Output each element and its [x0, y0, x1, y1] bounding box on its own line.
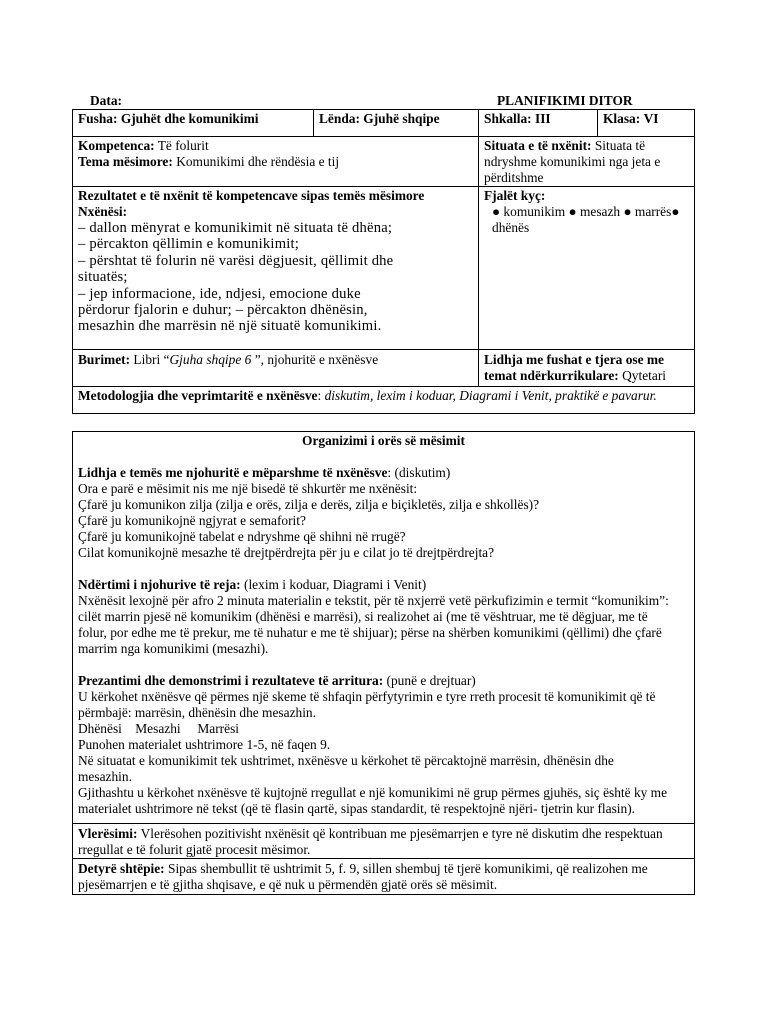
fjalet-cell: Fjalët kyç: ● komunikim ● mesazh ● marrës● dhënës — [484, 188, 680, 235]
rezultatet-line: – përcakton qëllimin e komunikimit; — [78, 236, 300, 253]
kompetenca-cell: Kompetenca: Të folurit Tema mësimore: Komunikimi dhe rëndësia e tij — [78, 138, 340, 169]
section-ndertimi: Ndërtimi i njohurive të reja: (lexim i koduar, Diagrami i Venit) Nxënësit lexojnë për afro 2 minuta materialin e tekstit, për të nxjerrë vetë përkufizimin e termit “komunikim”: cilët marrin pjesë në komunikim (dhënësi e marrësi), si realizohet ai (me të vështruar, me të dëgjuar, me të folur, por edhe me të prekur, me të nuhatur e me të shijuar); përse na shërben komunikimi (qëllimi) dhe çfarë marrim nga komunikimi (mesazhi). — [78, 577, 669, 656]
shkalla-cell: Shkalla: III — [484, 111, 551, 126]
rezultatet-line: situatës; — [78, 269, 128, 286]
lenda-cell: Lënda: Gjuhë shqipe — [319, 111, 440, 126]
fusha-cell: Fusha: Gjuhët dhe komunikimi — [78, 111, 259, 126]
date-label: Data: — [90, 93, 122, 108]
situata-cell: Situata e të nxënit: Situata të ndryshme komunikimi nga jeta e përditshme — [484, 138, 661, 185]
plan-title: PLANIFIKIMI DITOR — [497, 93, 633, 108]
section-prezantimi: Prezantimi dhe demonstrimi i rezultateve të arritura: (punë e drejtuar) U kërkohet nxënësve që përmes një skeme të shfaqin përfytyrimin e tyre rreth procesit të komunikimit që të përmbajë: marrësin, dhënësin dhe mesazhin. Dhënësi Mesazhi Marrësi Punohen materialet ushtrimore 1-5, në faqen 9. Në situatat e komunikimit tek ushtrimet, nxënësve u kërkohet të përcaktojnë marrësin, dhënësin dhe mesazhin. Gjithashtu u kërkohet nxënësve të kujtojnë rregullat e një komunikimi në grup përmes gjuhës, siç është ky me materialet ushtrimore në tekst (që të flasin qartë, sipas standardit, të respektojnë njëri- tjetrin kur flasin). — [78, 673, 668, 816]
rezultatet-line: – dallon mënyrat e komunikimit në situata të dhëna; — [78, 220, 393, 236]
detyre-cell: Detyrë shtëpie: Sipas shembullit të ushtrimit 5, f. 9, sillen shembuj të tjerë komunikimi, që realizohen me pjesëmarrjen e të gjitha shqisave, e që nuk u përmendën gjatë orës së mësimit. — [78, 861, 648, 892]
burimet-cell: Burimet: Libri “Gjuha shqipe 6 ”, njohuritë e nxënësve — [78, 352, 379, 367]
org-title: Organizimi i orës së mësimit — [302, 433, 465, 448]
rezultatet-cell: Rezultatet e të nxënit të kompetencave sipas temës mësimore Nxënësi: – dallon mënyrat e komunikimit në situata të dhëna; – përcakton qëllimin e komunikimit; – përshtat të folurin në varësi dëgjuesit, qëllimit dhe situatës; – jep informacione, ide, ndjesi, emocione duke përdorur fjalorin e duhur; – përcakton dhënësin, mesazhin dhe marrësin në një situatë komunikimi. — [78, 188, 474, 335]
metodologjia-cell: Metodologjia dhe veprimtaritë e nxënësve: diskutim, lexim i koduar, Diagrami i Venit, praktikë e pavarur. — [78, 388, 657, 403]
rezultatet-line: – përshtat të folurin në varësi dëgjuesit, qëllimit dhe — [78, 252, 394, 269]
lidhja-cell: Lidhja me fushat e tjera ose me temat ndërkurrikulare: Qytetari — [484, 352, 666, 383]
rezultatet-line: – jep informacione, ide, ndjesi, emocione duke — [78, 285, 361, 302]
vleresimi-cell: Vlerësimi: Vlerësohen pozitivisht nxënësit që kontribuan me pjesëmarrjen e tyre në diskutim dhe respektuan rregullat e të folurit gjatë procesit mësimor. — [78, 826, 663, 857]
rezultatet-line: përdorur fjalorin e duhur; – përcakton dhënësin, — [78, 302, 368, 319]
rezultatet-line: mesazhin dhe marrësin në një situatë komunikimi. — [78, 318, 382, 335]
section-lidhja: Lidhja e temës me njohuritë e mëparshme të nxënësve: (diskutim) Ora e parë e mësimit nis me një bisedë të shkurtër me nxënësit: Çfarë ju komunikon zilja (zilja e orës, zilja e derës, zilja e biçikletës, zilja e shkollës)? Çfarë ju komunikojnë ngjyrat e semaforit? Çfarë ju komunikojnë tabelat e ndryshme që shihni në rrugë? Cilat komunikojnë mesazhe të drejtpërdrejta për ju e cilat jo të drejtpërdrejta? — [78, 465, 540, 560]
klasa-cell: Klasa: VI — [603, 111, 659, 126]
org-body — [78, 465, 690, 817]
